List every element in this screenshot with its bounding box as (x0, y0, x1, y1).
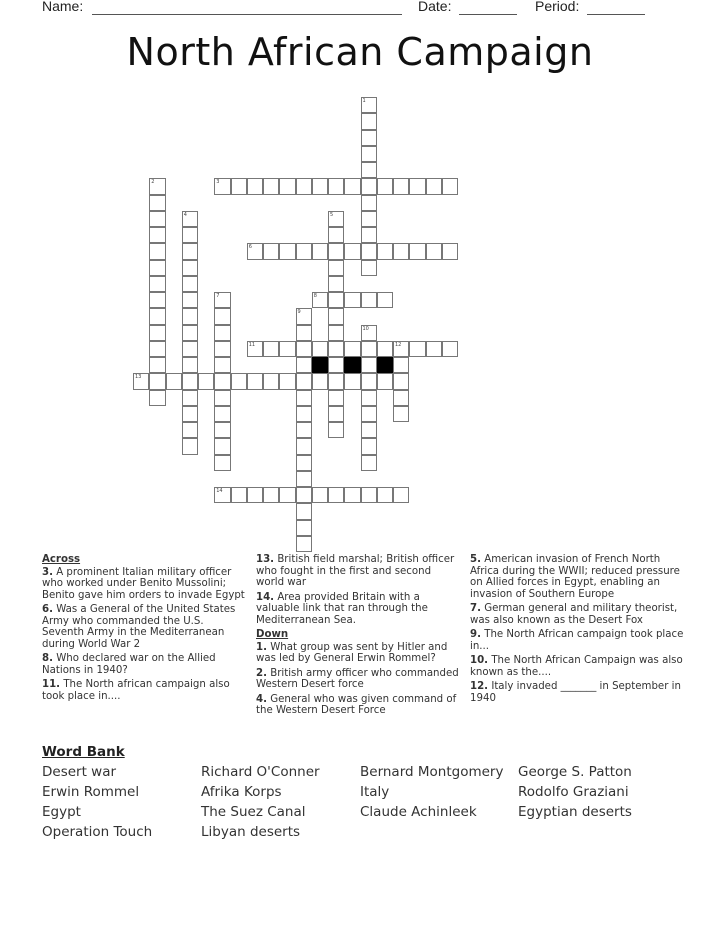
grid-cell[interactable] (149, 373, 165, 389)
period-field[interactable] (587, 14, 645, 15)
clue-text: German general and military theorist, was also known as the Desert Fox (470, 603, 678, 626)
clue-text: British army officer who commanded Western Desert force (256, 667, 459, 690)
grid-cell[interactable] (214, 341, 230, 357)
grid-cell[interactable] (328, 325, 344, 341)
clue-text: Was a General of the United States Army who commanded the U.S. Seventh Army in the Mediterranean during World War 2 (42, 604, 236, 650)
grid-cell[interactable] (214, 373, 230, 389)
grid-cell[interactable] (328, 276, 344, 292)
grid-cell[interactable] (214, 308, 230, 324)
grid-cell[interactable] (149, 325, 165, 341)
grid-cell[interactable] (296, 487, 312, 503)
grid-cell[interactable] (361, 130, 377, 146)
grid-cell[interactable] (377, 373, 393, 389)
clue-number: 11. (42, 679, 61, 690)
grid-cell[interactable] (361, 146, 377, 162)
clue-across-14 (256, 592, 461, 627)
grid-cell[interactable] (328, 390, 344, 406)
grid-cell[interactable] (328, 178, 344, 194)
grid-cell[interactable] (361, 357, 377, 373)
grid-cell[interactable] (279, 487, 295, 503)
clue-number-label: 6 (248, 244, 252, 251)
grid-cell[interactable] (182, 260, 198, 276)
grid-cell[interactable] (149, 308, 165, 324)
grid-cell[interactable] (296, 520, 312, 536)
grid-cell[interactable] (296, 390, 312, 406)
grid-cell[interactable] (182, 373, 198, 389)
clue-text: The North African campaign took place in... (470, 629, 684, 652)
clue-number-label: 11 (248, 341, 256, 348)
grid-cell[interactable] (328, 243, 344, 259)
grid-cell[interactable] (149, 390, 165, 406)
grid-cell[interactable] (344, 292, 360, 308)
grid-cell[interactable] (377, 243, 393, 259)
grid-cell[interactable] (442, 341, 458, 357)
grid-cell[interactable] (312, 487, 328, 503)
grid-cell[interactable] (312, 292, 328, 308)
grid-cell[interactable] (182, 422, 198, 438)
grid-cell[interactable] (149, 357, 165, 373)
clue-down-12 (470, 681, 685, 704)
name-field[interactable] (92, 14, 402, 15)
clue-number-label: 9 (297, 309, 301, 316)
grid-cell[interactable] (149, 243, 165, 259)
clue-down-7 (470, 603, 685, 626)
grid-cell[interactable] (409, 243, 425, 259)
word-bank-item: Libyan deserts (201, 824, 301, 840)
word-bank-item: Egyptian deserts (518, 804, 632, 820)
grid-cell[interactable] (296, 373, 312, 389)
clue-number: 3. (42, 566, 53, 578)
grid-cell[interactable] (296, 536, 312, 552)
clue-across-11 (42, 679, 247, 702)
grid-cell[interactable] (393, 390, 409, 406)
grid-cell[interactable] (344, 243, 360, 259)
grid-cell[interactable] (328, 406, 344, 422)
grid-cell[interactable] (133, 373, 149, 389)
word-bank-item: Italy (360, 784, 390, 800)
grid-cell[interactable] (182, 243, 198, 259)
grid-cell[interactable] (182, 292, 198, 308)
grid-cell[interactable] (312, 178, 328, 194)
grid-cell[interactable] (182, 390, 198, 406)
grid-cell[interactable] (247, 243, 263, 259)
clue-down-9 (470, 629, 685, 652)
clue-number: 8. (42, 653, 53, 664)
grid-cell[interactable] (393, 341, 409, 357)
grid-cell[interactable] (426, 341, 442, 357)
clues-column-1 (42, 554, 247, 705)
clue-text: The North African Campaign was also known as the.... (470, 655, 683, 678)
grid-cell[interactable] (214, 390, 230, 406)
clue-number-label: 1 (362, 98, 366, 104)
grid-cell[interactable] (182, 325, 198, 341)
date-label: Date: (418, 0, 452, 14)
clue-number-label: 13 (135, 374, 142, 381)
grid-cell[interactable] (149, 260, 165, 276)
clue-number-label: 3 (216, 179, 220, 186)
grid-cell[interactable] (442, 178, 458, 194)
grid-cell[interactable] (296, 357, 312, 373)
grid-cell[interactable] (409, 341, 425, 357)
grid-cell[interactable] (231, 373, 247, 389)
word-bank-item: Erwin Rommel (42, 784, 140, 800)
down-heading: Down (256, 629, 289, 640)
grid-cell[interactable] (328, 260, 344, 276)
clue-number-label: 2 (151, 179, 155, 186)
grid-cell[interactable] (426, 243, 442, 259)
grid-cell[interactable] (344, 487, 360, 503)
clue-text: What group was sent by Hitler and was led by General Erwin Rommel? (256, 641, 448, 664)
clue-number-label: 10 (362, 325, 369, 332)
grid-cell[interactable] (361, 178, 377, 194)
grid-cell[interactable] (393, 373, 409, 389)
grid-cell[interactable] (361, 195, 377, 211)
word-bank-item: The Suez Canal (201, 804, 306, 820)
clue-across-8 (42, 653, 247, 676)
grid-cell[interactable] (296, 471, 312, 487)
black-cell (377, 357, 393, 373)
worksheet-header (0, 0, 720, 20)
grid-cell[interactable] (393, 406, 409, 422)
word-bank-item: Claude Achinleek (360, 804, 477, 820)
grid-cell[interactable] (247, 341, 263, 357)
grid-cell[interactable] (361, 113, 377, 129)
grid-cell[interactable] (361, 227, 377, 243)
grid-cell[interactable] (393, 487, 409, 503)
grid-cell[interactable] (377, 292, 393, 308)
grid-cell[interactable] (214, 292, 230, 308)
grid-cell[interactable] (377, 178, 393, 194)
grid-cell[interactable] (312, 341, 328, 357)
clue-number-label: 8 (313, 293, 317, 299)
grid-cell[interactable] (328, 422, 344, 438)
grid-cell[interactable] (198, 373, 214, 389)
grid-cell[interactable] (279, 341, 295, 357)
grid-cell[interactable] (361, 211, 377, 227)
grid-cell[interactable] (328, 227, 344, 243)
clue-number-label: 4 (183, 211, 187, 218)
clue-number: 13. (256, 554, 275, 565)
grid-cell[interactable] (149, 227, 165, 243)
word-bank-item: Desert war (42, 764, 117, 780)
clue-down-10 (470, 655, 685, 678)
grid-cell[interactable] (361, 390, 377, 406)
grid-cell[interactable] (361, 325, 377, 341)
grid-cell[interactable] (393, 357, 409, 373)
grid-cell[interactable] (214, 455, 230, 471)
grid-cell[interactable] (182, 227, 198, 243)
clue-number: 7. (470, 603, 481, 614)
grid-cell[interactable] (214, 406, 230, 422)
clue-across-6 (42, 604, 247, 650)
grid-cell[interactable] (361, 422, 377, 438)
grid-cell[interactable] (214, 178, 230, 194)
clue-number-label: 12 (395, 341, 402, 348)
grid-cell[interactable] (296, 438, 312, 454)
clue-across-3 (42, 567, 247, 602)
clue-down-2 (256, 668, 461, 691)
page-title: North African Campaign (126, 30, 594, 74)
clue-number-label: 14 (216, 488, 223, 494)
grid-cell[interactable] (279, 243, 295, 259)
grid-cell[interactable] (279, 373, 295, 389)
black-cell (312, 357, 328, 373)
grid-cell[interactable] (361, 406, 377, 422)
grid-cell[interactable] (409, 178, 425, 194)
grid-cell[interactable] (296, 325, 312, 341)
grid-cell[interactable] (279, 178, 295, 194)
grid-cell[interactable] (231, 178, 247, 194)
grid-cell[interactable] (312, 373, 328, 389)
clue-down-1 (256, 642, 461, 665)
grid-cell[interactable] (247, 487, 263, 503)
word-bank-item: George S. Patton (518, 764, 632, 780)
word-bank-item: Richard O'Conner (201, 764, 320, 780)
grid-cell[interactable] (149, 341, 165, 357)
grid-cell[interactable] (361, 292, 377, 308)
grid-cell[interactable] (263, 341, 279, 357)
grid-cell[interactable] (377, 487, 393, 503)
grid-cell[interactable] (263, 243, 279, 259)
clue-text: Italy invaded _______ in September in 1940 (470, 681, 681, 704)
grid-cell[interactable] (328, 373, 344, 389)
grid-cell[interactable] (361, 438, 377, 454)
grid-cell[interactable] (182, 406, 198, 422)
clue-text: British field marshal; British officer who fought in the first and second world war (256, 554, 455, 588)
grid-cell[interactable] (149, 292, 165, 308)
date-field[interactable] (459, 14, 517, 15)
grid-cell[interactable] (296, 178, 312, 194)
grid-cell[interactable] (361, 243, 377, 259)
word-bank-item: Egypt (42, 804, 81, 820)
name-label: Name: (42, 0, 84, 14)
grid-cell[interactable] (263, 487, 279, 503)
word-bank-title: Word Bank (42, 744, 125, 760)
grid-cell[interactable] (328, 308, 344, 324)
grid-cell[interactable] (361, 373, 377, 389)
grid-cell[interactable] (182, 211, 198, 227)
grid-cell[interactable] (328, 341, 344, 357)
grid-cell[interactable] (312, 243, 328, 259)
clue-down-5 (470, 554, 685, 600)
grid-cell[interactable] (231, 487, 247, 503)
grid-cell[interactable] (393, 243, 409, 259)
clue-text: Area provided Britain with a valuable link that ran through the Mediterranean Sea. (256, 591, 428, 626)
clue-number: 9. (470, 629, 481, 640)
clue-number: 5. (470, 554, 481, 565)
grid-cell[interactable] (247, 178, 263, 194)
grid-cell[interactable] (361, 162, 377, 178)
grid-cell[interactable] (328, 292, 344, 308)
grid-cell[interactable] (214, 422, 230, 438)
clue-number: 12. (470, 681, 489, 692)
clue-number: 1. (256, 641, 267, 653)
grid-cell[interactable] (296, 503, 312, 519)
grid-cell[interactable] (182, 438, 198, 454)
grid-cell[interactable] (166, 373, 182, 389)
grid-cell[interactable] (296, 243, 312, 259)
clue-text: General who was given command of the Western Desert Force (256, 693, 457, 716)
grid-cell[interactable] (149, 178, 165, 194)
word-bank-item: Afrika Korps (201, 784, 282, 800)
clue-text: The North african campaign also took place in.... (42, 679, 230, 702)
grid-cell[interactable] (393, 178, 409, 194)
clue-number-label: 5 (330, 211, 334, 218)
grid-cell[interactable] (296, 308, 312, 324)
grid-cell[interactable] (361, 487, 377, 503)
grid-cell[interactable] (328, 487, 344, 503)
grid-cell[interactable] (296, 341, 312, 357)
grid-cell[interactable] (149, 276, 165, 292)
grid-cell[interactable] (182, 308, 198, 324)
clue-text: A prominent Italian military officer who worked under Benito Mussolini; Benito gave him orders to invade Egypt (42, 566, 245, 601)
grid-cell[interactable] (296, 406, 312, 422)
word-bank-item: Bernard Montgomery (360, 764, 504, 780)
across-heading: Across (42, 554, 81, 565)
clue-number: 10. (470, 655, 489, 666)
grid-cell[interactable] (361, 260, 377, 276)
grid-cell[interactable] (182, 357, 198, 373)
clue-text: American invasion of French North Africa during the WWII; reduced pressure on Allied forces in Egypt, enabling an invasion of Southern Europe (470, 554, 680, 600)
clue-across-13 (256, 554, 461, 589)
clues-column-3 (470, 554, 685, 707)
grid-cell[interactable] (344, 178, 360, 194)
grid-cell[interactable] (182, 276, 198, 292)
clue-number: 4. (256, 693, 267, 705)
grid-cell[interactable] (149, 195, 165, 211)
grid-cell[interactable] (263, 178, 279, 194)
grid-cell[interactable] (344, 341, 360, 357)
grid-cell[interactable] (182, 341, 198, 357)
grid-cell[interactable] (214, 325, 230, 341)
grid-cell[interactable] (214, 487, 230, 503)
grid-cell[interactable] (426, 178, 442, 194)
grid-cell[interactable] (377, 341, 393, 357)
black-cell (344, 357, 360, 373)
grid-cell[interactable] (149, 211, 165, 227)
clue-number: 2. (256, 667, 267, 679)
grid-cell[interactable] (296, 455, 312, 471)
clues-column-2 (256, 554, 461, 720)
grid-cell[interactable] (263, 373, 279, 389)
word-bank-item: Rodolfo Graziani (518, 784, 629, 800)
grid-cell[interactable] (247, 373, 263, 389)
clue-text: Who declared war on the Allied Nations in 1940? (42, 653, 216, 676)
grid-cell[interactable] (296, 422, 312, 438)
grid-cell[interactable] (328, 357, 344, 373)
grid-cell[interactable] (214, 357, 230, 373)
grid-cell[interactable] (361, 455, 377, 471)
grid-cell[interactable] (361, 97, 377, 113)
grid-cell[interactable] (328, 211, 344, 227)
clue-number-label: 7 (216, 293, 220, 299)
clue-down-4 (256, 694, 461, 717)
grid-cell[interactable] (361, 341, 377, 357)
clue-number: 14. (256, 591, 275, 603)
grid-cell[interactable] (442, 243, 458, 259)
clue-number: 6. (42, 604, 53, 615)
period-label: Period: (535, 0, 580, 14)
grid-cell[interactable] (344, 373, 360, 389)
grid-cell[interactable] (214, 438, 230, 454)
word-bank-item: Operation Touch (42, 824, 153, 840)
